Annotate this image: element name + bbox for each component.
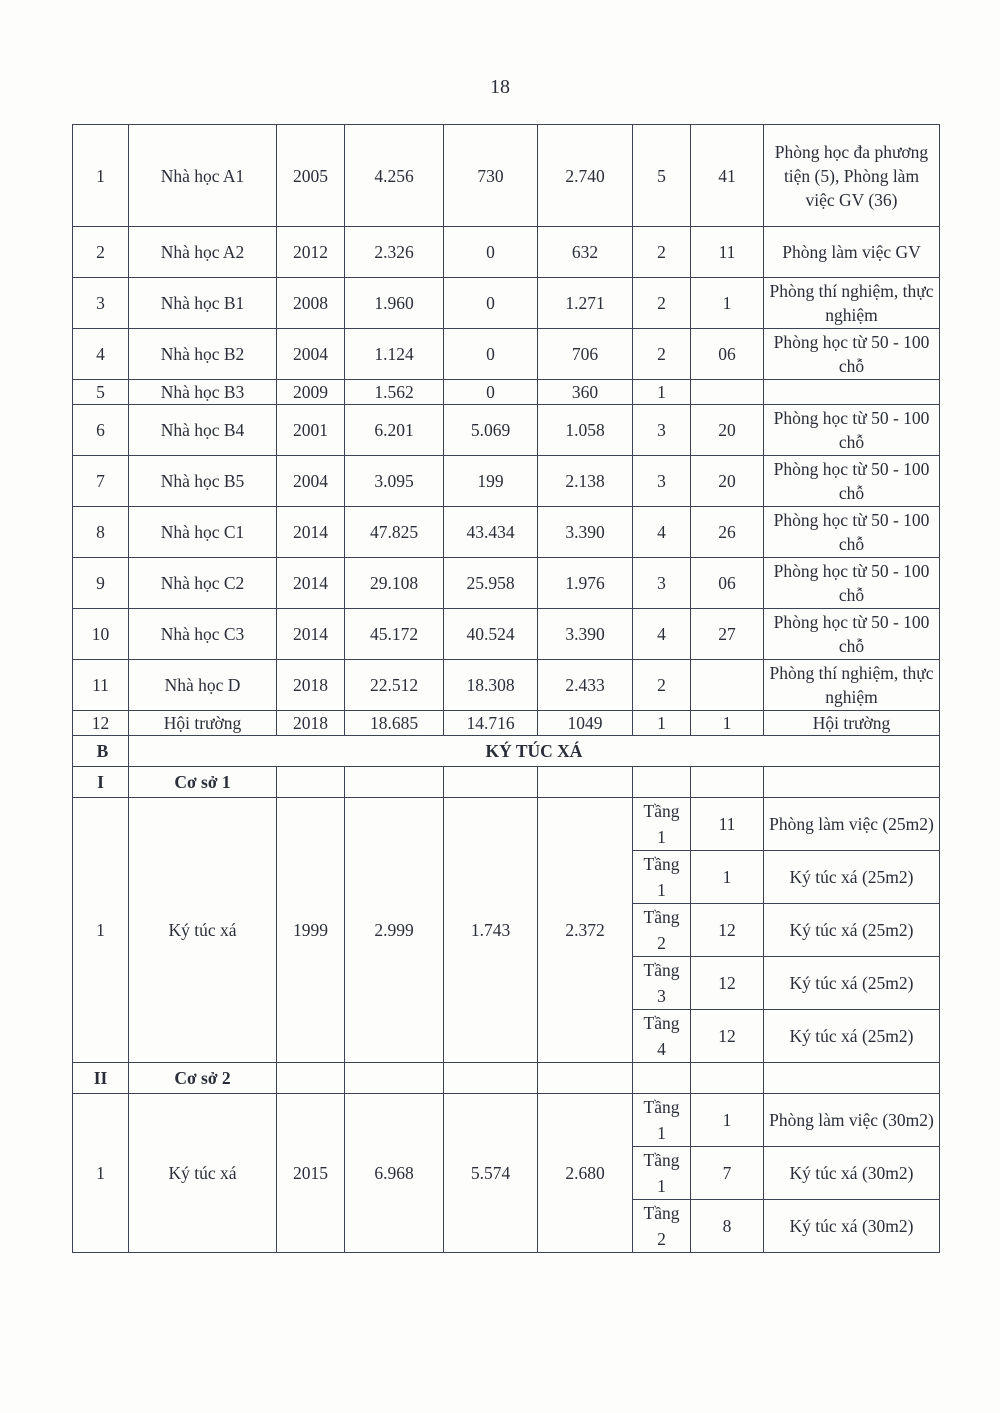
room-count: 26 [691,507,764,558]
area-col5: 3.390 [538,507,633,558]
area-col5: 1.271 [538,278,633,329]
empty-cell [444,767,538,798]
area-col4: 0 [444,227,538,278]
section-b [73,736,940,767]
empty-cell [633,767,691,798]
building-name: Nhà học B2 [129,329,277,380]
floor-label: Tầng 1 [633,1147,691,1200]
row-number: 9 [73,558,129,609]
campus-header-row [73,1063,940,1094]
room-purpose: Ký túc xá (25m2) [764,1010,940,1063]
table-row [73,558,940,609]
area-col4: 199 [444,456,538,507]
total-area: 6.968 [345,1094,444,1253]
floor-count: 5 [633,125,691,227]
year-built: 2009 [277,380,345,405]
empty-cell [691,1063,764,1094]
room-count: 1 [691,851,764,904]
area-col4: 5.069 [444,405,538,456]
area-col5: 1.058 [538,405,633,456]
room-purpose: Ký túc xá (30m2) [764,1147,940,1200]
total-area: 29.108 [345,558,444,609]
floor-count: 1 [633,711,691,736]
room-count [691,660,764,711]
building-name: Ký túc xá [129,798,277,1063]
room-purpose: Phòng học từ 50 - 100 chỗ [764,405,940,456]
campus-header-row [73,767,940,798]
area-col5: 2.433 [538,660,633,711]
room-purpose: Ký túc xá (30m2) [764,1200,940,1253]
area-col5: 706 [538,329,633,380]
row-number: 3 [73,278,129,329]
floor-count: 3 [633,558,691,609]
section-code: B [73,736,129,767]
campus-title: Cơ sở 1 [129,767,277,798]
row-number: 5 [73,380,129,405]
floor-count: 2 [633,660,691,711]
total-area: 1.124 [345,329,444,380]
empty-cell [691,767,764,798]
room-count: 06 [691,558,764,609]
room-purpose: Phòng thí nghiệm, thực nghiệm [764,278,940,329]
area-col5: 2.740 [538,125,633,227]
floor-count: 2 [633,278,691,329]
room-count: 12 [691,957,764,1010]
area-col5: 1.976 [538,558,633,609]
year-built: 1999 [277,798,345,1063]
section-a-rows [73,125,940,736]
room-count: 1 [691,1094,764,1147]
row-number: 2 [73,227,129,278]
building-name: Nhà học C1 [129,507,277,558]
empty-cell [764,1063,940,1094]
table-row [73,507,940,558]
area-col5: 2.372 [538,798,633,1063]
campus-title: Cơ sở 2 [129,1063,277,1094]
total-area: 22.512 [345,660,444,711]
empty-cell [444,1063,538,1094]
room-purpose: Phòng học từ 50 - 100 chỗ [764,609,940,660]
campus-code: II [73,1063,129,1094]
area-col4: 14.716 [444,711,538,736]
building-name: Nhà học C2 [129,558,277,609]
floor-label: Tầng 4 [633,1010,691,1063]
room-count: 8 [691,1200,764,1253]
floor-count: 4 [633,507,691,558]
table-row [73,405,940,456]
table-row [73,798,940,851]
row-number: 1 [73,798,129,1063]
room-count: 06 [691,329,764,380]
floor-label: Tầng 3 [633,957,691,1010]
year-built: 2001 [277,405,345,456]
room-count: 1 [691,711,764,736]
room-count: 11 [691,798,764,851]
year-built: 2008 [277,278,345,329]
total-area: 2.999 [345,798,444,1063]
row-number: 10 [73,609,129,660]
area-col5: 3.390 [538,609,633,660]
building-name: Nhà học B3 [129,380,277,405]
year-built: 2018 [277,711,345,736]
area-col4: 0 [444,278,538,329]
year-built: 2004 [277,456,345,507]
room-purpose: Phòng thí nghiệm, thực nghiệm [764,660,940,711]
area-col4: 730 [444,125,538,227]
table-row [73,609,940,660]
empty-cell [764,767,940,798]
table-row [73,380,940,405]
room-count: 11 [691,227,764,278]
floor-label: Tầng 1 [633,798,691,851]
area-col4: 0 [444,380,538,405]
room-purpose: Phòng học đa phương tiện (5), Phòng làm việc GV (36) [764,125,940,227]
total-area: 6.201 [345,405,444,456]
table-row [73,227,940,278]
area-col5: 2.680 [538,1094,633,1253]
room-count: 1 [691,278,764,329]
table-row [73,1094,940,1147]
year-built: 2004 [277,329,345,380]
area-col4: 5.574 [444,1094,538,1253]
total-area: 1.562 [345,380,444,405]
total-area: 18.685 [345,711,444,736]
floor-count: 3 [633,456,691,507]
empty-cell [277,767,345,798]
year-built: 2015 [277,1094,345,1253]
floor-count: 3 [633,405,691,456]
total-area: 47.825 [345,507,444,558]
room-purpose: Ký túc xá (25m2) [764,851,940,904]
room-purpose: Phòng làm việc (30m2) [764,1094,940,1147]
empty-cell [538,1063,633,1094]
campus-1-rows [73,767,940,1063]
building-name: Nhà học A2 [129,227,277,278]
year-built: 2014 [277,609,345,660]
row-number: 6 [73,405,129,456]
room-purpose: Ký túc xá (25m2) [764,957,940,1010]
section-header-row [73,736,940,767]
campus-2-rows [73,1063,940,1253]
room-purpose: Phòng học từ 50 - 100 chỗ [764,329,940,380]
empty-cell [538,767,633,798]
total-area: 4.256 [345,125,444,227]
area-col4: 25.958 [444,558,538,609]
table-row [73,278,940,329]
floor-label: Tầng 1 [633,1094,691,1147]
floor-count: 2 [633,227,691,278]
total-area: 45.172 [345,609,444,660]
room-count: 41 [691,125,764,227]
facilities-table [72,124,940,1253]
building-name: Nhà học B4 [129,405,277,456]
table-row [73,660,940,711]
year-built: 2014 [277,558,345,609]
floor-count: 1 [633,380,691,405]
area-col4: 43.434 [444,507,538,558]
area-col4: 18.308 [444,660,538,711]
room-count: 7 [691,1147,764,1200]
area-col4: 1.743 [444,798,538,1063]
campus-code: I [73,767,129,798]
floor-count: 2 [633,329,691,380]
floor-count: 4 [633,609,691,660]
total-area: 1.960 [345,278,444,329]
total-area: 3.095 [345,456,444,507]
room-count: 20 [691,405,764,456]
table-row [73,456,940,507]
row-number: 4 [73,329,129,380]
room-purpose: Phòng học từ 50 - 100 chỗ [764,507,940,558]
year-built: 2005 [277,125,345,227]
room-purpose: Hội trường [764,711,940,736]
year-built: 2014 [277,507,345,558]
building-name: Nhà học B1 [129,278,277,329]
table-row [73,125,940,227]
room-purpose: Phòng làm việc GV [764,227,940,278]
floor-label: Tầng 1 [633,851,691,904]
area-col5: 632 [538,227,633,278]
room-purpose: Ký túc xá (25m2) [764,904,940,957]
room-count: 12 [691,904,764,957]
table-row [73,329,940,380]
page-number: 18 [490,76,510,98]
empty-cell [633,1063,691,1094]
building-name: Hội trường [129,711,277,736]
row-number: 1 [73,125,129,227]
room-count: 12 [691,1010,764,1063]
year-built: 2018 [277,660,345,711]
building-name: Nhà học A1 [129,125,277,227]
area-col5: 2.138 [538,456,633,507]
row-number: 1 [73,1094,129,1253]
room-purpose: Phòng học từ 50 - 100 chỗ [764,558,940,609]
floor-label: Tầng 2 [633,904,691,957]
room-count: 20 [691,456,764,507]
row-number: 8 [73,507,129,558]
area-col5: 360 [538,380,633,405]
room-purpose: Phòng làm việc (25m2) [764,798,940,851]
table-row [73,711,940,736]
building-name: Nhà học C3 [129,609,277,660]
row-number: 12 [73,711,129,736]
area-col4: 40.524 [444,609,538,660]
building-name: Nhà học B5 [129,456,277,507]
area-col4: 0 [444,329,538,380]
room-purpose [764,380,940,405]
empty-cell [345,767,444,798]
row-number: 7 [73,456,129,507]
room-count: 27 [691,609,764,660]
building-name: Ký túc xá [129,1094,277,1253]
floor-label: Tầng 2 [633,1200,691,1253]
empty-cell [345,1063,444,1094]
room-count [691,380,764,405]
building-name: Nhà học D [129,660,277,711]
area-col5: 1049 [538,711,633,736]
section-title: KÝ TÚC XÁ [129,736,940,767]
row-number: 11 [73,660,129,711]
empty-cell [277,1063,345,1094]
room-purpose: Phòng học từ 50 - 100 chỗ [764,456,940,507]
total-area: 2.326 [345,227,444,278]
year-built: 2012 [277,227,345,278]
